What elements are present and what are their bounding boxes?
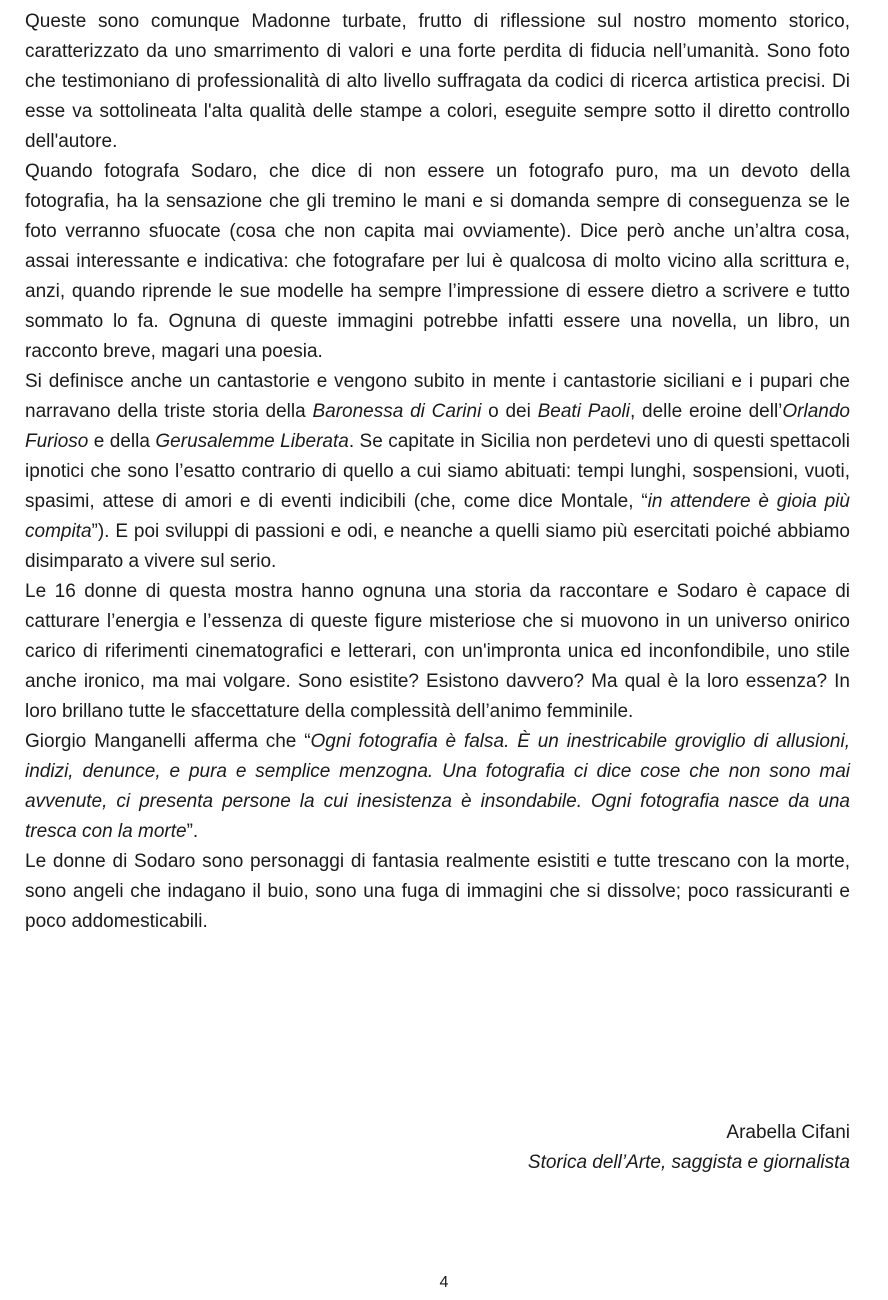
text-run: Queste sono comunque Madonne turbate, frutto di riflessione sul nostro momento storico, caratterizzato da uno smarrimento di valori e una forte perdita di fiducia nell’umanità. Sono foto che testimoniano di professionalità di alto livello suffragata da codici di ricerca artistica precisi. Di esse va sottolineata l'alta qualità delle stampe a colori, eseguite sempre sotto il diretto controllo dell'autore. (25, 11, 850, 152)
text-run: Le 16 donne di questa mostra hanno ognuna una storia da raccontare e Sodaro è capace di catturare l’energia e l’essenza di queste figure misteriose che si muovono in un universo onirico carico di riferimenti cinematografici e letterari, con un'impronta unica ed inconfondibile, uno stile anche ironico, ma mai volgare. Sono esistite? Esistono davvero? Ma qual è la loro essenza? In loro brillano tutte le sfaccettature della complessità dell’animo femminile. (25, 581, 850, 722)
text-run: Le donne di Sodaro sono personaggi di fantasia realmente esistiti e tutte trescano con la morte, sono angeli che indagano il buio, sono una fuga di immagini che si dissolve; poco rassicuranti e poco addomesticabili. (25, 851, 850, 932)
text-run: , delle eroine dell’ (629, 401, 783, 422)
text-run: e della (88, 431, 156, 452)
text-run: Quando fotografa Sodaro, che dice di non essere un fotografo puro, ma un devoto della fotografia, ha la sensazione che gli tremino le mani e si domanda sempre di conseguenza se le foto verranno sfuocate (cosa che non capita mai ovviamente). Dice però anche un’altra cosa, assai interessante e indicativa: che fotografare per lui è qualcosa di molto vicino alla scrittura e, anzi, quando riprende le sue modelle ha sempre l’impressione di essere dietro a scrivere e tutto sommato lo fa. Ognuna di queste immagini potrebbe infatti essere una novella, un libro, un racconto breve, magari una poesia. (25, 161, 850, 362)
italic-text-run: Baronessa di Carini (312, 401, 482, 422)
author-name: Arabella Cifani (726, 1122, 850, 1143)
italic-text-run: Beati Paoli (537, 401, 630, 422)
text-run: ”. (186, 821, 199, 842)
italic-text-run: Ogni fotografia è falsa. È un inestricabile groviglio di allusioni, indizi, denunce, e pura e semplice menzogna. Una fotografia ci dice cose che non sono mai avvenute, ci presenta persone la cui inesistenza è insondabile. Ogni fotografia nasce da una tresca con la morte (25, 731, 851, 842)
paragraph (25, 847, 850, 937)
text-run: Giorgio Manganelli afferma che “ (25, 731, 311, 752)
paragraph (25, 727, 850, 847)
document-body (25, 7, 850, 937)
text-run: o dei (481, 401, 538, 422)
paragraph (25, 577, 850, 727)
author-role: Storica dell’Arte, saggista e giornalista (527, 1152, 850, 1173)
page-number: 4 (439, 1274, 449, 1291)
italic-text-run: Orlando Furioso (25, 401, 850, 452)
italic-text-run: Gerusalemme Liberata (155, 431, 349, 452)
italic-text-run: in attendere è gioia più compita (25, 491, 850, 542)
paragraph (25, 367, 850, 577)
text-run: Si definisce anche un cantastorie e vengono subito in mente i cantastorie siciliani e i pupari che narravano della triste storia della (25, 371, 850, 422)
text-run: ”). E poi sviluppi di passioni e odi, e neanche a quelli siamo più esercitati poiché abbiamo disimparato a vivere sul serio. (25, 521, 850, 572)
text-run: . Se capitate in Sicilia non perdetevi uno di questi spettacoli ipnotici che sono l’esatto contrario di quello a cui siamo abituati: tempi lunghi, sospensioni, vuoti, spasimi, attese di amori e di eventi indicibili (che, come dice Montale, “ (25, 431, 850, 512)
paragraph (25, 7, 850, 157)
paragraph (25, 157, 850, 367)
signature-block (528, 1118, 850, 1178)
